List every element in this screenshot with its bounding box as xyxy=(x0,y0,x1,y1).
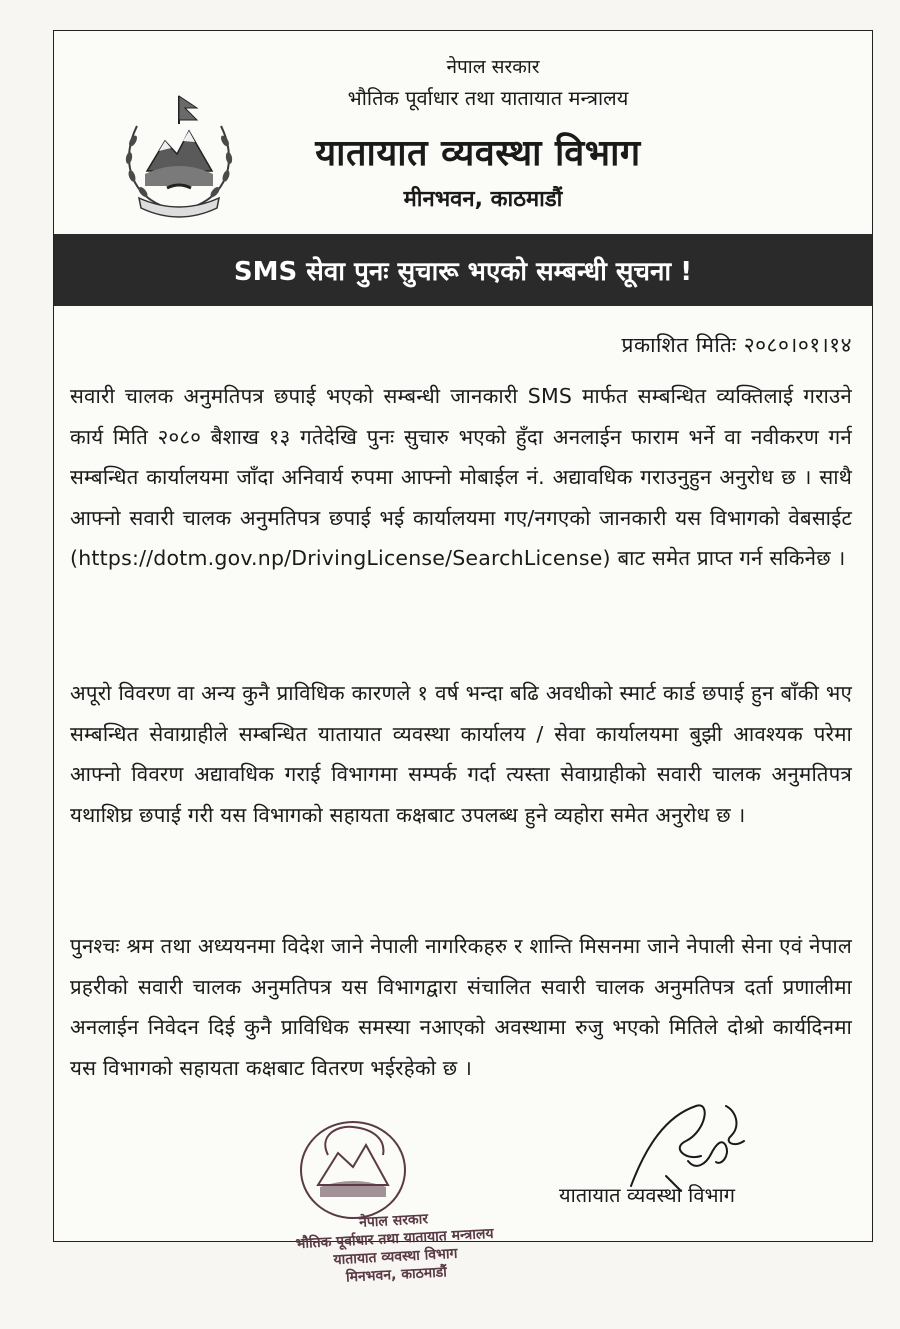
department-title: यातायात व्यवस्था विभाग xyxy=(315,133,641,174)
stamp-line-3: यातायात व्यवस्था विभाग xyxy=(333,1245,458,1269)
notice-title: SMS सेवा पुनः सुचारू भएको सम्बन्धी सूचना ! xyxy=(233,257,693,287)
government-name: नेपाल सरकार xyxy=(446,56,540,78)
notice-frame xyxy=(53,30,873,1242)
department-location: मीनभवन, काठमाडौं xyxy=(403,187,563,212)
ministry-name: भौतिक पूर्वाधार तथा यातायात मन्त्रालय xyxy=(347,86,629,110)
body-paragraph-1: सवारी चालक अनुमतिपत्र छपाई भएको सम्बन्धी जानकारी SMS मार्फत सम्बन्धित व्यक्तिलाई गराउने कार्य मिति २०८० बैशाख १३ गतेदेखि पुनः सुचारु भएको हुँदा अनलाईन फाराम भर्ने वा नवीकरण गर्न सम्बन्धित कार्यालयमा जाँदा अनिवार्य रुपमा आफ्नो मोबाईल नं. अद्यावधिक गराउनुहुन अनुरोध छ । साथै आफ्नो सवारी चालक अनुमतिपत्र छपाई भई कार्यालयमा गए/नगएको जानकारी यस विभागको वेबसाईट (https://dotm.gov.np/DrivingLicense/SearchLicense) बाट समेत प्राप्त गर्न सकिनेछ । xyxy=(70,384,852,570)
body-paragraph-3: पुनश्चः श्रम तथा अध्ययनमा विदेश जाने नेपाली नागरिकहरु र शान्ति मिसनमा जाने नेपाली सेना एवं नेपाल प्रहरीको सवारी चालक अनुमतिपत्र यस विभागद्वारा संचालित सवारी चालक अनुमतिपत्र दर्ता प्रणालीमा अनलाईन निवेदन दिई कुनै प्राविधिक समस्या नआएको अवस्थामा रुजु भएको मितिले दोश्रो कार्यदिनमा यस विभागको सहायता कक्षबाट वितरण भईरहेको छ । xyxy=(70,934,852,1080)
handwritten-signature xyxy=(626,1086,766,1196)
body-paragraph-2: अपूरो विवरण वा अन्य कुनै प्राविधिक कारणले १ वर्ष भन्दा बढि अवधीको स्मार्ट कार्ड छपाई हुन बाँकी भए सम्बन्धित सेवाग्राहीले सम्बन्धित यातायात व्यवस्था कार्यालय / सेवा कार्यालयमा बुझी आवश्यक परेमा आफ्नो विवरण अद्यावधिक गराई विभागमा सम्पर्क गर्दा त्यस्ता सेवाग्राहीको सवारी चालक अनुमतिपत्र यथाशिघ्र छपाई गरी यस विभागको सहायता कक्षबाट उपलब्ध हुने व्यहोरा समेत अनुरोध छ । xyxy=(70,681,852,827)
signature-label: यातायात व्यवस्था विभाग xyxy=(559,1183,735,1207)
stamp-line-4: मिनभवन, काठमाडौं xyxy=(345,1264,448,1286)
notice-banner xyxy=(54,234,872,306)
stamp-line-2: भौतिक पूर्वाधार तथा यातायात मन्त्रालय xyxy=(295,1225,494,1253)
stamp-line-1: नेपाल सरकार xyxy=(358,1211,429,1231)
stamp-text xyxy=(273,1206,516,1290)
published-date: प्रकाशित मितिः २०८०।०१।१४ xyxy=(621,333,852,357)
